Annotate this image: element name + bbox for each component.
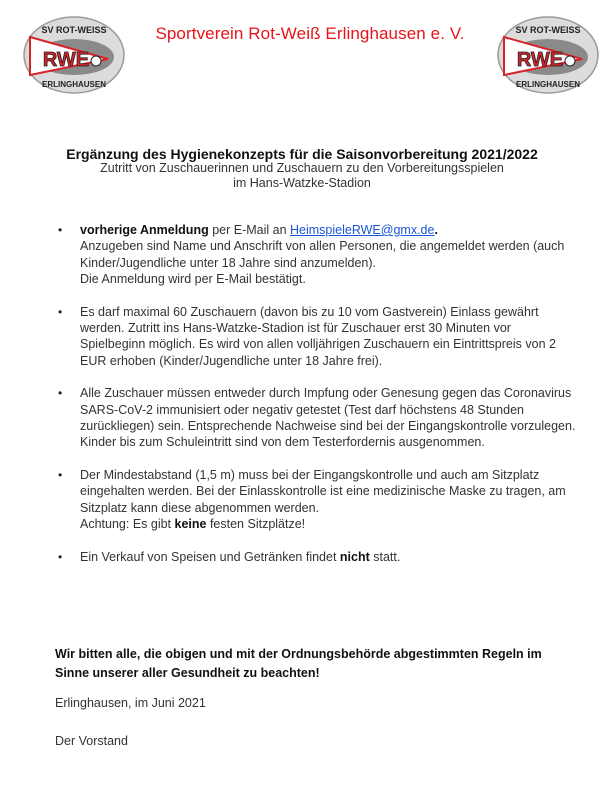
bullet-icon: •: [58, 386, 63, 401]
rule-text: statt.: [369, 549, 401, 564]
rule-note: Achtung: Es gibt: [80, 517, 175, 532]
email-link[interactable]: HeimspieleRWE@gmx.de: [290, 223, 435, 237]
rule-text: Die Anmeldung wird per E-Mail bestätigt.: [80, 272, 306, 287]
logo-top-text: SV ROT-WEISS: [41, 25, 107, 35]
logo-bottom-text: ERLINGHAUSEN: [41, 80, 107, 89]
closing-appeal: Wir bitten alle, die obigen und mit der Ordnungsbehörde abgestimmten Regeln im Sinne unserer aller Gesundheit zu beachten!: [55, 647, 542, 680]
bullet-icon: •: [58, 549, 63, 564]
rule-registration: [58, 222, 578, 288]
rules-list: [58, 222, 578, 581]
logo-bottom-text: ERLINGHAUSEN: [515, 80, 581, 89]
document-title: Ergänzung des Hygienekonzepts für die Saisonvorbereitung 2021/2022: [66, 146, 538, 162]
logo-center-text: RWE: [516, 49, 564, 71]
logo-top-text: SV ROT-WEISS: [515, 25, 581, 35]
bullet-icon: •: [58, 304, 63, 319]
bullet-icon: •: [58, 467, 63, 482]
rule-text: Alle Zuschauer müssen entweder durch Impfung oder Genesung gegen das Coronavirus SARS-CoV-2 immunisiert oder negativ getestet (Test darf höchstens 48 Stunden zurückliegen) sein. Entsprechende Nachweise sind bei der Eingangskontrolle vorzulegen. Kinder bis zum Schuleintritt sind von dem Testerfordernis ausgenommen.: [80, 386, 576, 450]
rule-text: per E-Mail an: [208, 223, 290, 237]
rule-lead: vorherige Anmeldung: [80, 223, 209, 237]
rule-text: Ein Verkauf von Speisen und Getränken findet: [80, 549, 340, 564]
rule-note-bold: keine: [174, 517, 207, 532]
document-subtitle-line-1: Zutritt von Zuschauerinnen und Zuschauern zu den Vorbereitungsspielen: [100, 161, 504, 175]
place-date: Erlinghausen, im Juni 2021: [55, 696, 206, 710]
rule-text: Es darf maximal 60 Zuschauern (davon bis zu 10 vom Gastverein) Einlass gewährt werden. Zutritt ins Hans-Watzke-Stadion ist für Zuschauer erst 30 Minuten vor Spielbeginn möglich. Es wird von allen volljährigen Zuschauern ein Eintrittspreis von 2 EUR erhoben (Kinder/Jugendliche unter 18 Jahre frei).: [80, 304, 556, 368]
bullet-icon: •: [58, 223, 63, 237]
document-subtitle-line-2: im Hans-Watzke-Stadion: [233, 176, 371, 190]
rule-capacity: [58, 304, 578, 370]
rule-catering: [58, 549, 578, 565]
rule-punct: .: [434, 223, 438, 237]
rule-text: Der Mindestabstand (1,5 m) muss bei der Eingangskontrolle und auch am Sitzplatz eingehalten werden. Bei der Einlasskontrolle ist eine medizinische Maske zu tragen, am Sitzplatz kann diese abgenommen werden.: [80, 467, 566, 515]
rule-text: Anzugeben sind Name und Anschrift von allen Personen, die angemeldet werden (auch Kinder/Jugendliche unter 18 Jahre sind anzumelden).: [80, 239, 565, 270]
signature: Der Vorstand: [55, 734, 128, 748]
club-name: Sportverein Rot-Weiß Erlinghausen e. V.: [155, 24, 465, 43]
club-name-heading: [0, 24, 604, 44]
rule-vaccination: [58, 385, 578, 451]
rule-distance: [58, 467, 578, 533]
rule-note: festen Sitzplätze!: [206, 517, 306, 532]
rule-text-bold: nicht: [339, 549, 370, 564]
logo-center-text: RWE: [42, 49, 90, 71]
